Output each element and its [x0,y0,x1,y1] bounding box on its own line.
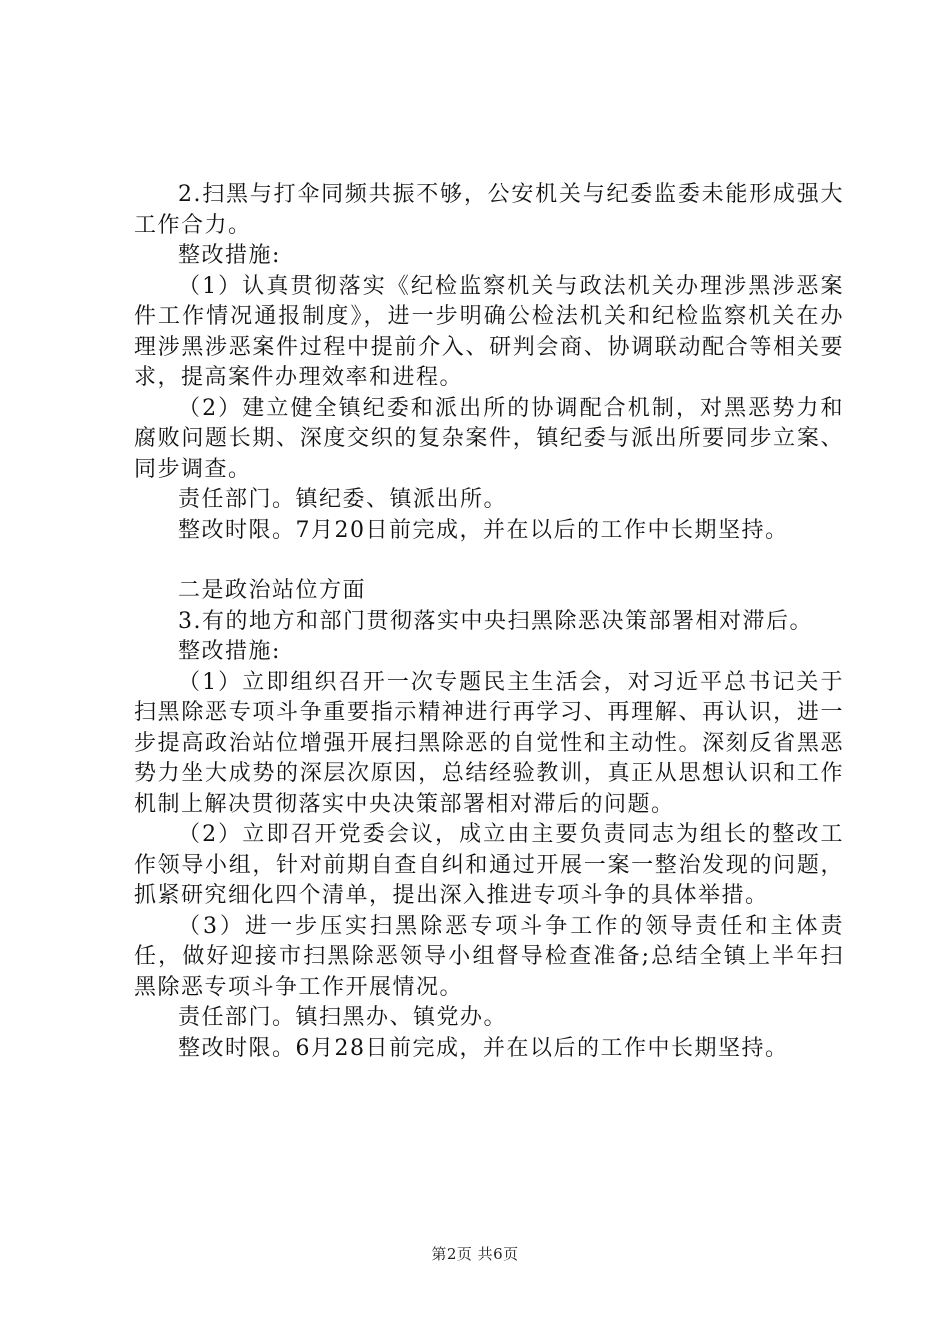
document-body [134,180,844,1064]
paragraph-gap [134,546,844,576]
measure-item: （2）立即召开党委会议，成立由主要负责同志为组长的整改工作领导小组，针对前期自查自纠和通过开展一案一整治发现的问题，抓紧研究细化四个清单，提出深入推进专项斗争的具体举措。 [134,822,844,908]
measure-item: （3）进一步压实扫黑除恶专项斗争工作的领导责任和主体责任，做好迎接市扫黑除恶领导小组督导检查准备;总结全镇上半年扫黑除恶专项斗争工作开展情况。 [134,913,844,1000]
section-heading: 二是政治站位方面 [178,578,367,603]
rectification-deadline: 整改时限。6月28日前完成，并在以后的工作中长期坚持。 [178,1035,789,1061]
responsible-department: 责任部门。镇纪委、镇派出所。 [178,487,508,512]
measures-label: 整改措施: [178,243,281,268]
measure-item: （1）立即组织召开一次专题民主生活会，对习近平总书记关于扫黑除恶专项斗争重要指示精神进行再学习、再理解、再认识，进一步提高政治站位增强开展扫黑除恶的自觉性和主动性。深刻反省黑恶势力坐大成势的深层次原因，总结经验教训，真正从思想认识和工作机制上解决贯彻落实中央决策部署相对滞后的问题。 [134,669,844,817]
measure-item: （1）认真贯彻落实《纪检监察机关与政法机关办理涉黑涉恶案件工作情况通报制度》，进一步明确公检法机关和纪检监察机关在办理涉黑涉恶案件过程中提前介入、研判会商、协调联动配合等相关要求，提高案件办理效率和进程。 [134,273,844,390]
issue-3-text: 3.有的地方和部门贯彻落实中央扫黑除恶决策部署相对滞后。 [178,608,813,634]
measures-label: 整改措施: [178,639,281,664]
rectification-deadline: 整改时限。7月20日前完成，并在以后的工作中长期坚持。 [178,517,789,543]
measure-item: （2）建立健全镇纪委和派出所的协调配合机制，对黑恶势力和腐败问题长期、深度交织的复杂案件，镇纪委与派出所要同步立案、同步调查。 [134,395,844,482]
page-number-footer: 第2页 共6页 [431,1245,519,1263]
responsible-department: 责任部门。镇扫黑办、镇党办。 [178,1005,508,1030]
issue-2-text: 2.扫黑与打伞同频共振不够，公安机关与纪委监委未能形成强大工作合力。 [134,182,844,238]
